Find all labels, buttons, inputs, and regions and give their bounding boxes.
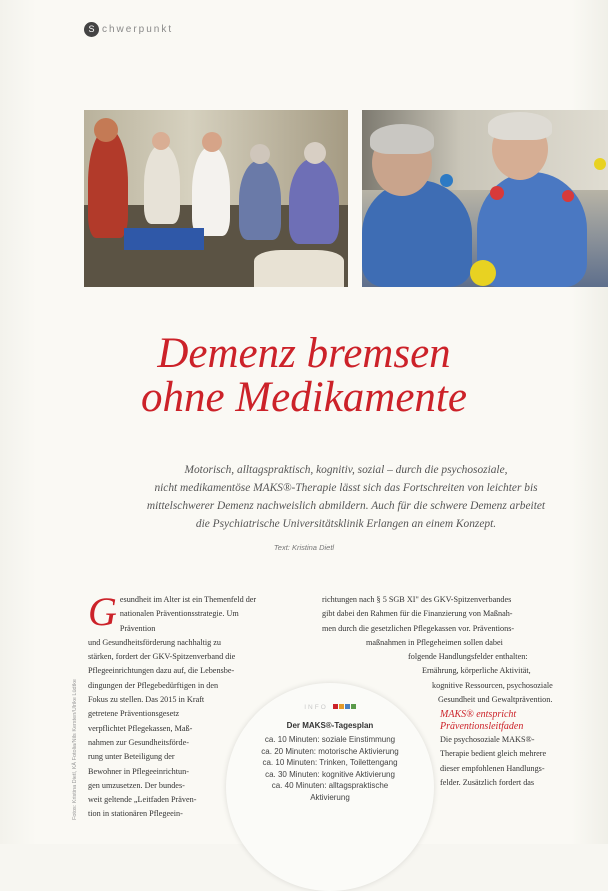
headline-line-2: ohne Medikamente bbox=[141, 374, 467, 421]
body-line: rung unter Beteiligung der bbox=[88, 752, 175, 762]
body-line: und Gesundheitsförderung nachhaltig zu bbox=[88, 637, 222, 647]
body-line: nahmen zur Gesundheitsförde- bbox=[88, 737, 189, 747]
body-line: gen umzusetzen. Der bundes- bbox=[88, 780, 185, 790]
body-line: getretene Präventionsgesetz bbox=[88, 709, 180, 719]
subheading-line: MAKS® entspricht bbox=[440, 709, 517, 720]
color-square bbox=[339, 704, 344, 709]
info-label: INFO bbox=[304, 704, 328, 711]
byline: Text: Kristina Dietl bbox=[273, 543, 335, 552]
lead-line: die Psychiatrische Universitätsklinik Erlangen an einem Konzept. bbox=[195, 518, 497, 530]
lead-paragraph bbox=[86, 461, 606, 533]
photo-credit: Fotos: Kristina Dietl, KÄ Fotolia/Nils Kersten/Ulrike Lüdtke bbox=[72, 679, 78, 820]
color-square bbox=[351, 704, 356, 709]
lead-line: mittelschwerer Demenz nachweislich abmildern. Auch für die schwere Demenz arbeitet bbox=[146, 500, 546, 512]
body-line: Therapie bedient gleich mehrere bbox=[440, 749, 547, 759]
body-line: weit geltende „Leitfaden Präven- bbox=[88, 795, 197, 805]
info-circle bbox=[226, 683, 434, 891]
subheading-line: Präventionsleitfaden bbox=[440, 721, 524, 732]
body-line: Bewohner in Pflegeeinrichtun- bbox=[88, 766, 189, 776]
schedule-item: ca. 30 Minuten: kognitive Aktivierung bbox=[265, 769, 395, 779]
body-column-3 bbox=[440, 733, 580, 790]
body-line: richtungen nach § 5 SGB XI" des GKV-Spitzenverbandes bbox=[322, 595, 512, 604]
color-square bbox=[333, 704, 338, 709]
schedule-item: ca. 20 Minuten: motorische Aktivierung bbox=[261, 746, 399, 756]
body-line: tion in stationären Pflegeein- bbox=[88, 809, 183, 819]
info-schedule-list bbox=[236, 734, 424, 804]
info-header bbox=[226, 696, 434, 714]
photo-group-activity bbox=[84, 110, 348, 287]
body-line: gibt dabei den Rahmen für die Finanzierung von Maßnah- bbox=[322, 609, 513, 619]
body-line: men durch die gesetzlichen Pflegekassen vor. Präventions- bbox=[322, 623, 515, 633]
color-square bbox=[345, 704, 350, 709]
body-line: Pflegeeinrichtungen dazu auf, die Lebensbe- bbox=[88, 666, 235, 676]
body-line: dingungen der Pflegebedürftigen in den bbox=[88, 680, 219, 690]
drop-cap: G bbox=[88, 589, 117, 634]
body-line: felder. Zusätzlich fordert das bbox=[440, 777, 535, 787]
subheading bbox=[440, 709, 580, 733]
headline bbox=[0, 332, 608, 420]
lead-line: Motorisch, alltagspraktisch, kognitiv, sozial – durch die psychosoziale, bbox=[184, 464, 508, 476]
body-line: Ernährung, körperliche Aktivität, bbox=[422, 666, 531, 676]
body-line: maßnahmen in Pflegeheimen sollen dabei bbox=[366, 637, 503, 647]
schedule-item: ca. 10 Minuten: soziale Einstimmung bbox=[264, 735, 396, 744]
body-line: esundheit im Alter ist ein Themenfeld der bbox=[119, 595, 257, 604]
photo-mallet-exercise bbox=[362, 110, 608, 287]
schedule-item: Aktivierung bbox=[310, 792, 350, 802]
schedule-item: ca. 40 Minuten: alltagspraktische bbox=[271, 781, 389, 791]
body-line: folgende Handlungsfelder enthalten: bbox=[408, 652, 528, 662]
body-line: kognitive Ressourcen, psychosoziale bbox=[432, 680, 553, 690]
body-line: Fokus zu stellen. Das 2015 in Kraft bbox=[88, 695, 205, 705]
body-line: nationalen Präventionsstrategie. Um Prävention bbox=[119, 609, 239, 633]
body-line: verpflichtet Pflegekassen, Maß- bbox=[88, 723, 193, 733]
lead-line: nicht medikamentöse MAKS®-Therapie lässt sich das Fortschreiten von leichter bis bbox=[154, 482, 538, 494]
section-tag bbox=[84, 22, 173, 37]
schedule-item: ca. 10 Minuten: Trinken, Toilettengang bbox=[262, 758, 398, 768]
section-dot: S bbox=[84, 22, 99, 37]
body-line: Die psychosoziale MAKS®- bbox=[440, 735, 535, 744]
headline-line-1: Demenz bremsen bbox=[157, 330, 451, 377]
body-line: dieser empfohlenen Handlungs- bbox=[440, 763, 545, 773]
body-line: Gesundheit und Gewaltprävention. bbox=[438, 695, 553, 705]
body-line: stärken, fordert der GKV-Spitzenverband die bbox=[88, 652, 236, 662]
info-title: Der MAKS®-Tagesplan bbox=[286, 721, 374, 730]
section-label: chwerpunkt bbox=[102, 24, 174, 35]
